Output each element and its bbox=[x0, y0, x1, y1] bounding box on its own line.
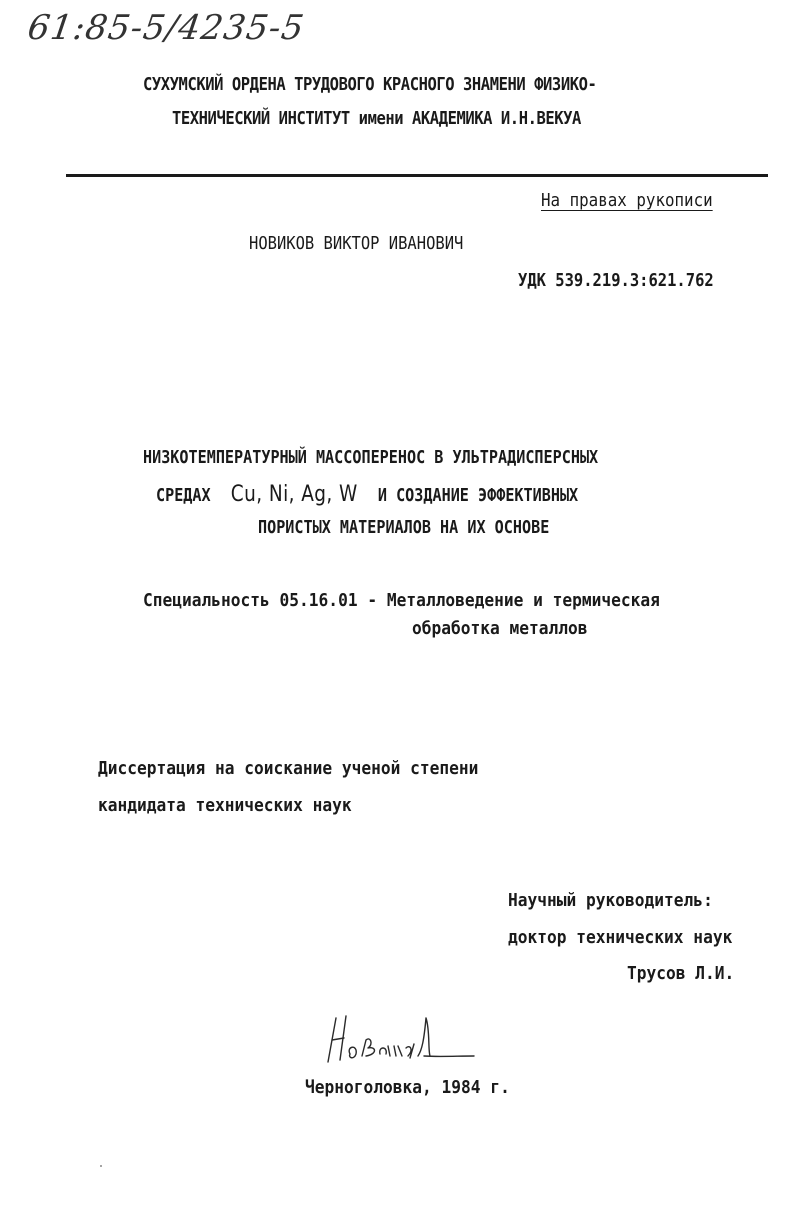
author-name: НОВИКОВ ВИКТОР ИВАНОВИЧ bbox=[249, 233, 464, 254]
supervisor-label: Научный руководитель: bbox=[508, 890, 713, 911]
institute-line-2: ТЕХНИЧЕСКИЙ ИНСТИТУТ имени АКАДЕМИКА И.Н.ВЕКУА bbox=[172, 108, 581, 129]
title-elements: Cu, Ni, Ag, W bbox=[230, 482, 358, 507]
specialty-line-1: Специальность 05.16.01 - Металловедение и термическая bbox=[143, 590, 660, 611]
dissertation-line-2: кандидата технических наук bbox=[98, 795, 352, 816]
paper-speck bbox=[100, 1165, 102, 1167]
title-line-2 bbox=[156, 482, 578, 507]
supervisor-degree: доктор технических наук bbox=[508, 927, 733, 948]
title-line-2-suffix: И СОЗДАНИЕ ЭФФЕКТИВНЫХ bbox=[377, 485, 579, 506]
institute-line-1: СУХУМСКИЙ ОРДЕНА ТРУДОВОГО КРАСНОГО ЗНАМЕНИ ФИЗИКО- bbox=[143, 74, 597, 95]
dissertation-line-1: Диссертация на соискание ученой степени bbox=[98, 758, 479, 779]
supervisor-name: Трусов Л.И. bbox=[627, 963, 735, 984]
archive-mark: 61:85-5/4235-5 bbox=[25, 8, 308, 48]
title-line-3: ПОРИСТЫХ МАТЕРИАЛОВ НА ИХ ОСНОВЕ bbox=[258, 517, 550, 538]
place-and-year: Черноголовка, 1984 г. bbox=[305, 1077, 510, 1098]
title-line-2-prefix: СРЕДАХ bbox=[156, 485, 211, 506]
specialty-line-2: обработка металлов bbox=[412, 618, 588, 639]
title-line-1: НИЗКОТЕМПЕРАТУРНЫЙ МАССОПЕРЕНОС В УЛЬТРАДИСПЕРСНЫХ bbox=[143, 447, 599, 468]
rights-notice: На правах рукописи bbox=[541, 190, 713, 211]
header-rule bbox=[66, 174, 768, 177]
handwritten-signature bbox=[318, 1010, 478, 1070]
udk-code: УДК 539.219.3:621.762 bbox=[518, 270, 714, 291]
